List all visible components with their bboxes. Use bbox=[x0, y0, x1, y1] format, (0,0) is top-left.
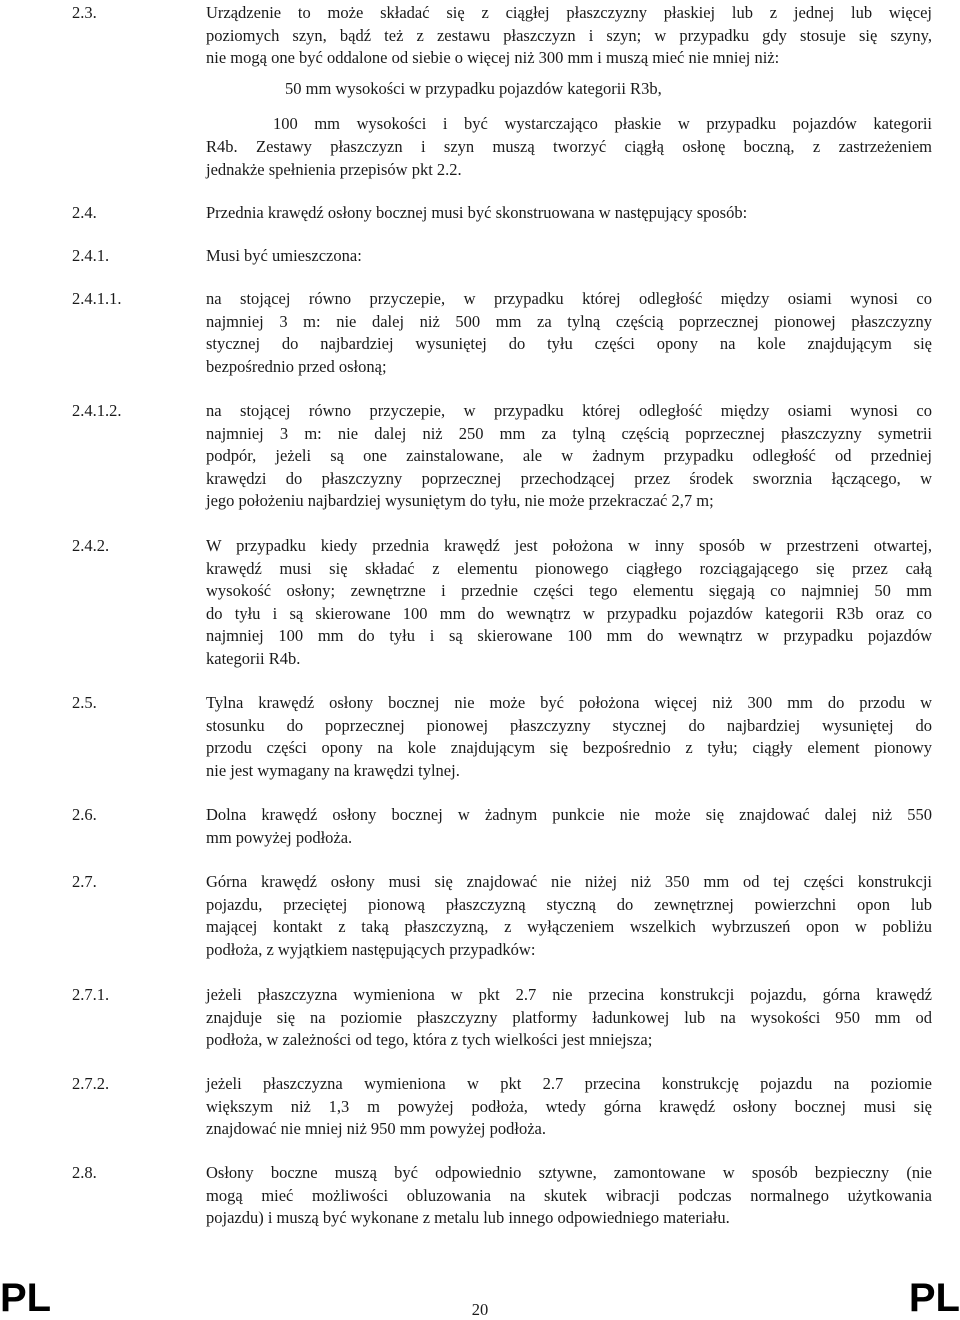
section-text bbox=[206, 1162, 932, 1230]
section-text bbox=[206, 692, 932, 782]
text-line: podpór, jeżeli są one zainstalowane, ale w żadnym przypadku odległość od przedniej bbox=[206, 446, 932, 466]
section-number: 2.3. bbox=[72, 3, 97, 22]
text-line: najmniej 3 m: nie dalej niż 500 mm za tylną częścią poprzecznej pionowej płaszczyzny bbox=[206, 311, 932, 331]
text-line: Tylna krawędź osłony bocznej nie może być położona więcej niż 300 mm do przodu w bbox=[206, 693, 932, 712]
text-line: najmniej 100 mm do tyłu i są skierowane 100 mm do wewnątrz w przypadku pojazdów bbox=[206, 626, 932, 646]
text-line: przodu części opony na kole znajdującym się bezpośrednio z tyłu; ciągły element pionowy bbox=[206, 738, 932, 758]
section-text bbox=[206, 400, 932, 513]
continuation-text bbox=[206, 136, 932, 181]
text-line: większym niż 1,3 m powyżej podłoża, wtedy górna krawędź osłony bocznej musi się bbox=[206, 1096, 932, 1116]
section-text bbox=[206, 535, 932, 671]
text-line: jeżeli płaszczyzna wymieniona w pkt 2.7 nie przecina konstrukcji pojazdu, górna krawędź bbox=[206, 985, 932, 1004]
text-line: stosunku do poprzecznej pionowej płaszczyzny stycznej do najbardziej wysuniętej do bbox=[206, 715, 932, 735]
text-line: nie mogą one być oddalone od siebie o więcej niż 300 mm i muszą mieć nie mniej niż: bbox=[206, 48, 780, 68]
text-line: wysokość osłony; zewnętrzne i przednie części tego elementu sięgają co najmniej 50 mm bbox=[206, 581, 932, 601]
text-line: mającej kontakt z taką płaszczyzną, z wyłączeniem wszelkich wybrzuszeń opon w pobliżu bbox=[206, 917, 932, 937]
section-number: 2.5. bbox=[72, 693, 97, 712]
section-number: 2.7.1. bbox=[72, 985, 110, 1004]
footer-language-right: PL bbox=[908, 1276, 960, 1320]
requirement-100mm-text bbox=[273, 113, 932, 136]
text-line: jednakże spełnienia przepisów pkt 2.2. bbox=[206, 159, 462, 179]
text-line: podłoża, z wyjątkiem następujących przypadków: bbox=[206, 939, 536, 959]
text-line: stycznej do najbardziej wysuniętej do tyłu części opony na kole znajdującym się bbox=[206, 334, 932, 354]
text-line: Musi być umieszczona: bbox=[206, 246, 362, 265]
footer-language-left: PL bbox=[0, 1276, 52, 1320]
section-text bbox=[206, 2, 932, 70]
text-line: W przypadku kiedy przednia krawędź jest położona w inny sposób w przestrzeni otwartej, bbox=[206, 536, 932, 555]
text-line: nie jest wymagany na krawędzi tylnej. bbox=[206, 760, 460, 780]
text-line: pojazdu, przeciętej pionową płaszczyzną styczną do zewnętrznej powierzchni opon lub bbox=[206, 894, 932, 914]
requirement-50mm: 50 mm wysokości w przypadku pojazdów kategorii R3b, bbox=[285, 79, 662, 98]
page-number: 20 bbox=[471, 1300, 489, 1319]
text-line: krawędź musi się składać z elementu pionowego ciągłego rozciągającego się przez całą bbox=[206, 558, 932, 578]
text-line: najmniej 3 m: nie dalej niż 250 mm za tylną częścią poprzecznej płaszczyzny symetrii bbox=[206, 423, 932, 443]
section-text bbox=[206, 245, 932, 268]
section-number: 2.8. bbox=[72, 1163, 97, 1182]
section-number: 2.4.1. bbox=[72, 246, 110, 265]
text-line: Dolna krawędź osłony bocznej w żadnym punkcie nie może się znajdować dalej niż 550 bbox=[206, 805, 932, 824]
text-line: do tyłu i są skierowane 100 mm do wewnątrz w przypadku pojazdów kategorii R3b oraz co bbox=[206, 603, 932, 623]
text-line: mm powyżej podłoża. bbox=[206, 827, 353, 847]
section-text bbox=[206, 984, 932, 1052]
text-line: Urządzenie to może składać się z ciągłej płaszczyzny płaskiej lub z jednej lub więcej bbox=[206, 3, 932, 22]
text-line: znajdować nie mniej niż 950 mm powyżej podłoża. bbox=[206, 1119, 546, 1139]
section-number: 2.7.2. bbox=[72, 1074, 110, 1093]
text-line: kategorii R4b. bbox=[206, 648, 301, 668]
section-number: 2.4.2. bbox=[72, 536, 110, 555]
text-line: jeżeli płaszczyzna wymieniona w pkt 2.7 przecina konstrukcję pojazdu na poziomie bbox=[206, 1074, 932, 1093]
text-line: Górna krawędź osłony musi się znajdować nie niżej niż 350 mm od tej części konstrukcji bbox=[206, 872, 932, 891]
section-number: 2.4.1.2. bbox=[72, 401, 122, 420]
text-line: poziomych szyn, bądź też z zestawu płaszczyzn i szyn; w przypadku gdy stosuje się szyny, bbox=[206, 25, 932, 45]
section-text bbox=[206, 288, 932, 378]
section-number: 2.7. bbox=[72, 872, 97, 891]
text-line: R4b. Zestawy płaszczyzn i szyn muszą tworzyć ciągłą osłonę boczną, z zastrzeżeniem bbox=[206, 137, 932, 156]
text-line: pojazdu) i muszą być wykonane z metalu lub innego odpowiedniego materiału. bbox=[206, 1208, 730, 1228]
section-number: 2.4. bbox=[72, 203, 97, 222]
text-line: Osłony boczne muszą być odpowiednio sztywne, zamontowane w sposób bezpieczny (nie bbox=[206, 1163, 932, 1182]
text-line: bezpośrednio przed osłoną; bbox=[206, 356, 387, 376]
text-line: mogą mieć możliwości obluzowania na skutek wibracji podczas normalnego użytkowania bbox=[206, 1185, 932, 1205]
section-text bbox=[206, 202, 932, 225]
section-number: 2.6. bbox=[72, 805, 97, 824]
text-line: krawędzi do płaszczyzny poprzecznej przechodzącej przez środek sworznia łączącego, w bbox=[206, 468, 932, 488]
text-line: na stojącej równo przyczepie, w przypadku której odległość między osiami wynosi co bbox=[206, 289, 932, 308]
text-line: 100 mm wysokości i być wystarczająco płaskie w przypadku pojazdów kategorii bbox=[273, 114, 932, 133]
section-text bbox=[206, 1073, 932, 1141]
text-line: znajduje się na poziomie płaszczyzny platformy ładunkowej lub na wysokości 950 mm od bbox=[206, 1007, 932, 1027]
text-line: podłoża, w zależności od tego, która z tych wielkości jest mniejsza; bbox=[206, 1030, 653, 1050]
text-line: na stojącej równo przyczepie, w przypadku której odległość między osiami wynosi co bbox=[206, 401, 932, 420]
text-line: Przednia krawędź osłony bocznej musi być skonstruowana w następujący sposób: bbox=[206, 203, 748, 222]
text-line: jego położeniu najbardziej wysuniętym do tyłu, nie może przekraczać 2,7 m; bbox=[206, 491, 714, 511]
section-text bbox=[206, 804, 932, 849]
section-number: 2.4.1.1. bbox=[72, 289, 122, 308]
section-text bbox=[206, 871, 932, 961]
